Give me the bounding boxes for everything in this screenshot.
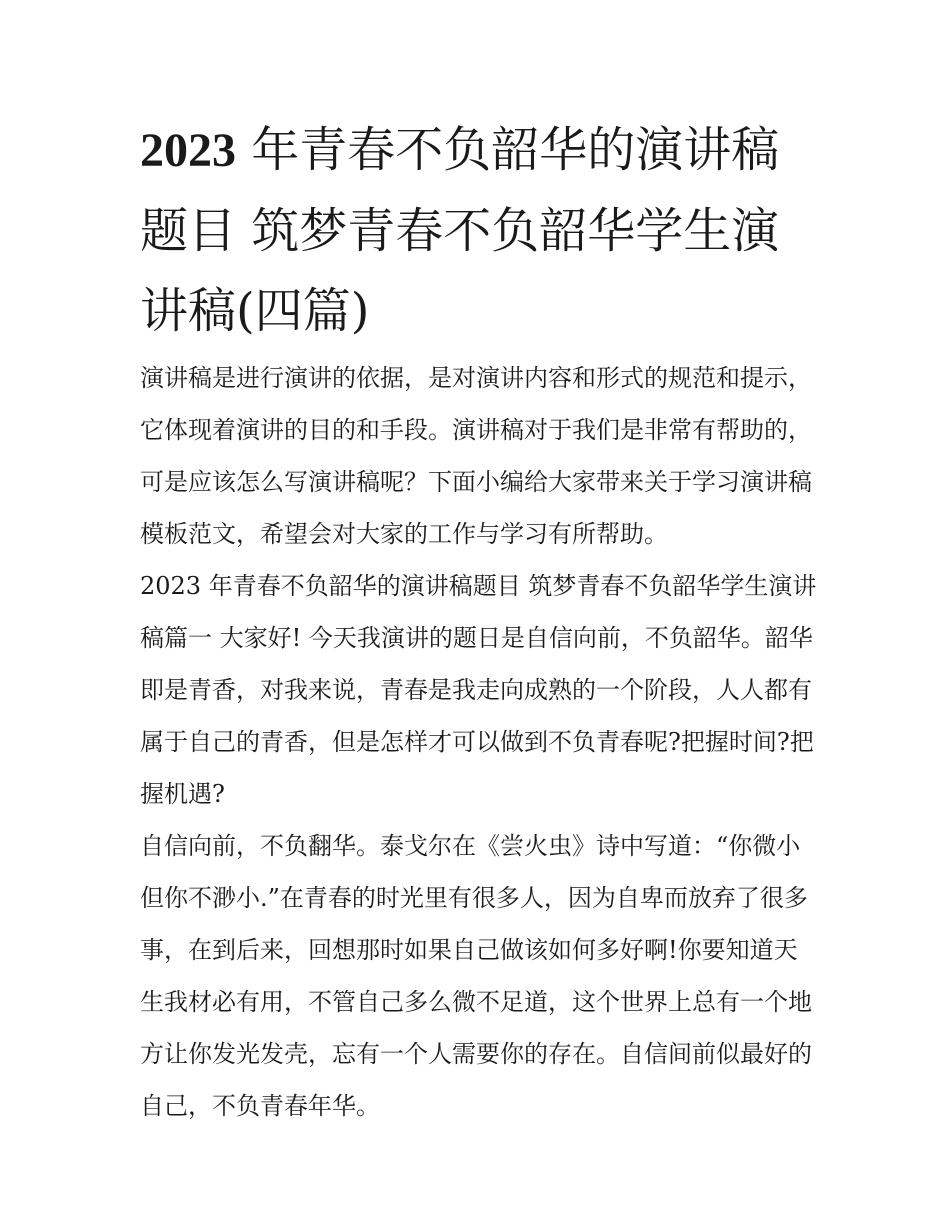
- paragraph-confidence: 自信向前，不负翻华。泰戈尔在《尝火虫》诗中写道：“你微小但你不渺小.”在青春的时光里有很多人，因为自卑而放弃了很多事，在到后来，回想那时如果自己做该如何多好啊!你要知道天生我材必有用，不管自己多么微不足道，这个世界上总有一个地方让你发光发壳，忘有一个人需要你的存在。自信间前似最好的自己，不负青春年华。: [140, 832, 812, 1120]
- paragraph-intro: 演讲稿是进行演讲的依据，是对演讲内容和形式的规范和提示，它体现着演讲的目的和手段。演讲稿对于我们是非常有帮助的，可是应该怎么写演讲稿呢？下面小编给大家带来关于学习演讲稿模板范文，希望会对大家的工作与学习有所帮助。: [140, 364, 812, 548]
- title-text: 年青春不负韶华的演讲稿题目 筑梦青春不负韶华学生演讲稿(四篇): [140, 122, 780, 339]
- title-year: 2023: [140, 124, 236, 177]
- paragraph-speech-opening: 2023 年青春不负韶华的演讲稿题目 筑梦青春不负韶华学生演讲稿篇一 大家好! 今天我演讲的题日是自信向前，不负韶华。韶华即是青香，对我来说，青春是我走向成熟的一个阶段，人人都有属于自己的青香，但是怎样才可以做到不负青春呢?把握时间?把握机遇?: [140, 572, 817, 808]
- document-title: [140, 110, 820, 351]
- document-body: [140, 352, 820, 1132]
